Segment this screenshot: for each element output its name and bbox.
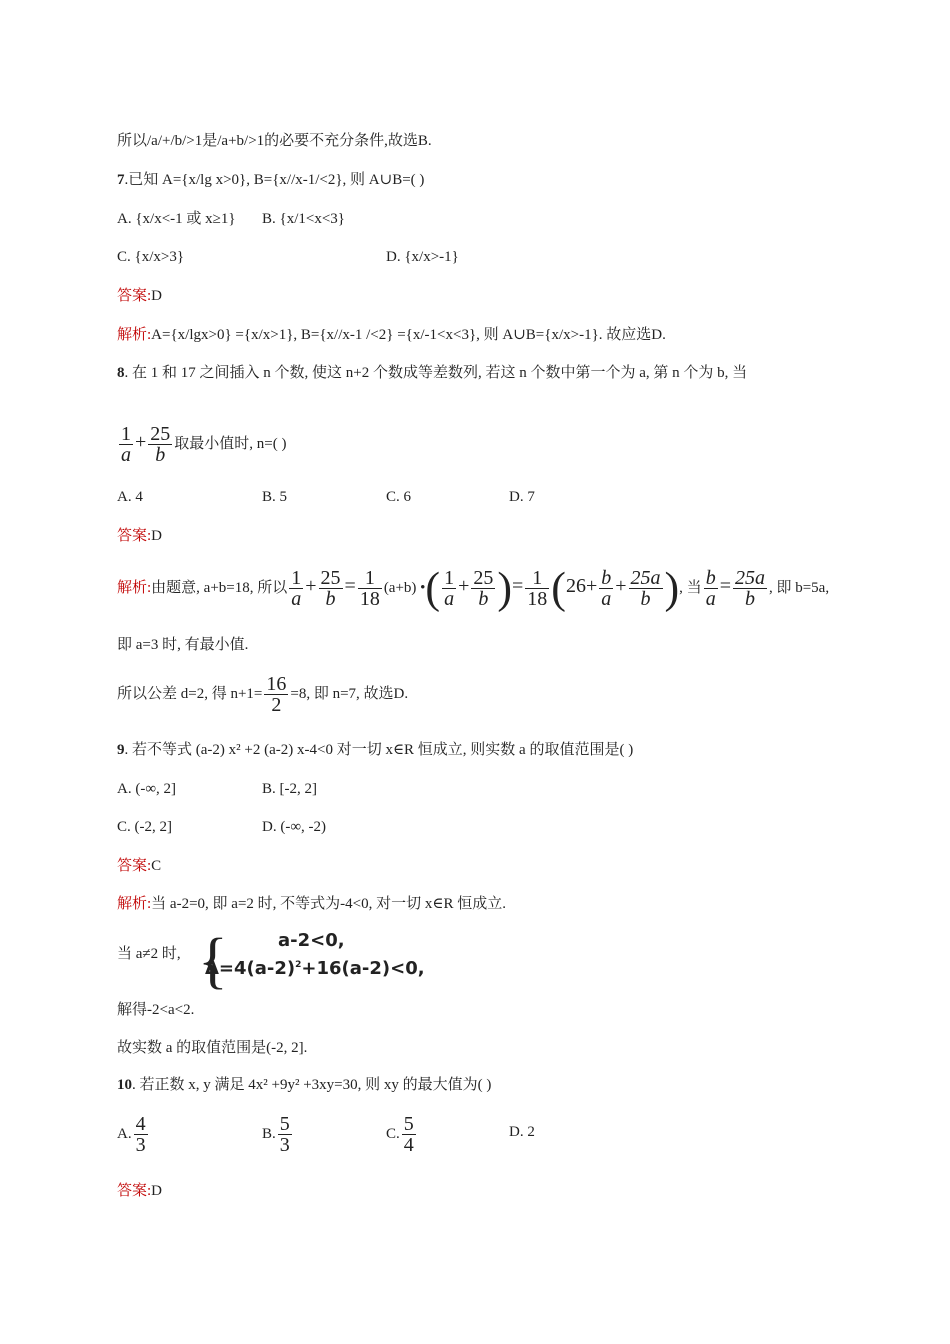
q9-option-b: B. [-2, 2] (262, 781, 317, 797)
q10-option-c: C. $\frac{5}{4}$ (386, 1113, 414, 1157)
q7-answer (117, 286, 162, 306)
q9-case-label: 当 a≠2 时, (117, 946, 181, 962)
q9-conclusion: 故实数 a 的取值范围是(-2, 2]. (117, 1040, 308, 1056)
intro-line: 所以/a/+/b/>1是/a+b/>1的必要不充分条件,故选B. (117, 133, 432, 149)
question-number: 8 (117, 365, 125, 381)
q9-analysis (117, 894, 506, 914)
q8-analysis-line2: 即 a=3 时, 有最小值. (117, 637, 249, 653)
q9-option-a: A. (-∞, 2] (117, 781, 177, 797)
question-number: 9 (117, 742, 125, 758)
system-line-2: $\Delta=4(a-2)^2+16(a-2)<0$, (205, 958, 425, 979)
q10-option-a: A. $\frac{4}{3}$ (117, 1113, 146, 1157)
q7-analysis (117, 325, 666, 345)
question-7-stem (117, 170, 424, 190)
fraction-25-over-b: $\frac{25}{b}$ (150, 423, 171, 467)
answer-label: 答案: (117, 288, 152, 304)
answer-label: 答案: (117, 1183, 152, 1199)
q10-option-b: B. $\frac{5}{3}$ (262, 1113, 290, 1157)
q9-solve: 解得-2<a<2. (117, 1002, 195, 1018)
q8-option-a: A. 4 (117, 489, 143, 505)
q9-option-d: D. (-∞, -2) (262, 819, 327, 835)
analysis-text: 当 a-2=0, 即 a=2 时, 不等式为-4<0, 对一切 x∈R 恒成立. (151, 896, 506, 912)
answer-value: D (151, 288, 163, 304)
analysis-text: A={x/lgx>0} ={x/x>1}, B={x//x-1 /<2} ={x/-1<x<3}, 则 A∪B={x/x>-1}. 故应选D. (151, 327, 666, 343)
q10-answer (117, 1181, 162, 1201)
question-8-stem (117, 363, 747, 383)
q7-option-a: A. {x/x<-1 或 x≥1} (117, 211, 236, 227)
answer-value: C (151, 858, 162, 874)
q8-option-d: D. 7 (509, 489, 535, 505)
question-text: .已知 A={x/lg x>0}, B={x//x-1/<2}, 则 A∪B=( ) (124, 172, 425, 188)
q8-analysis: 解析:由题意, a+b=18, 所以 $\frac{1}{a}$ + $\frac{25}{b}$ = $\frac{1}{18}$ (a+b) •( $\frac{1}{a}$ + $\frac{25}{b}$ )= $\frac{1}{18}$ (26+ $\frac{b}{a}$ + $\frac{25a}{b}$ ), 当 $\frac{b}{a}$ = $\frac{25a}{b}$ , 即 b=5a, (117, 563, 830, 613)
fraction-1-over-a: $\frac{1}{a}$ (121, 423, 131, 467)
analysis-label: 解析: (117, 580, 152, 596)
analysis-label: 解析: (117, 327, 152, 343)
q10-option-d: D. 2 (509, 1124, 535, 1140)
q9-answer (117, 856, 161, 876)
system-brace: { (198, 927, 228, 995)
question-text: . 在 1 和 17 之间插入 n 个数, 使这 n+2 个数成等差数列, 若这 n 个数中第一个为 a, 第 n 个为 b, 当 (124, 365, 748, 381)
q7-option-c: C. {x/x>3} (117, 249, 185, 265)
answer-label: 答案: (117, 528, 152, 544)
q8-expression: $\frac{1}{a}$ + $\frac{25}{b}$ 取最小值时, n=( ) (121, 423, 287, 467)
question-number: 10 (117, 1077, 132, 1093)
q7-option-d: D. {x/x>-1} (386, 249, 459, 265)
q7-option-b: B. {x/1<x<3} (262, 211, 345, 227)
q9-option-c: C. (-2, 2] (117, 819, 172, 835)
question-9-stem (117, 740, 633, 760)
q8-answer (117, 526, 162, 546)
question-number: 7 (117, 172, 125, 188)
question-text: . 若正数 x, y 满足 4x² +9y² +3xy=30, 则 xy 的最大值为( ) (132, 1077, 492, 1093)
q8-option-c: C. 6 (386, 489, 412, 505)
answer-label: 答案: (117, 858, 152, 874)
question-text: . 若不等式 (a-2) x² +2 (a-2) x-4<0 对一切 x∈R 恒成立, 则实数 a 的取值范围是( ) (124, 742, 634, 758)
question-10-stem (117, 1075, 491, 1095)
answer-value: D (151, 528, 163, 544)
answer-value: D (151, 1183, 163, 1199)
q8-option-b: B. 5 (262, 489, 288, 505)
analysis-label: 解析: (117, 896, 152, 912)
system-line-1: a-2<0, (278, 930, 345, 951)
q8-analysis-line3: 所以公差 d=2, 得 n+1= $\frac{16}{2}$ =8, 即 n=7, 故选D. (117, 673, 409, 717)
